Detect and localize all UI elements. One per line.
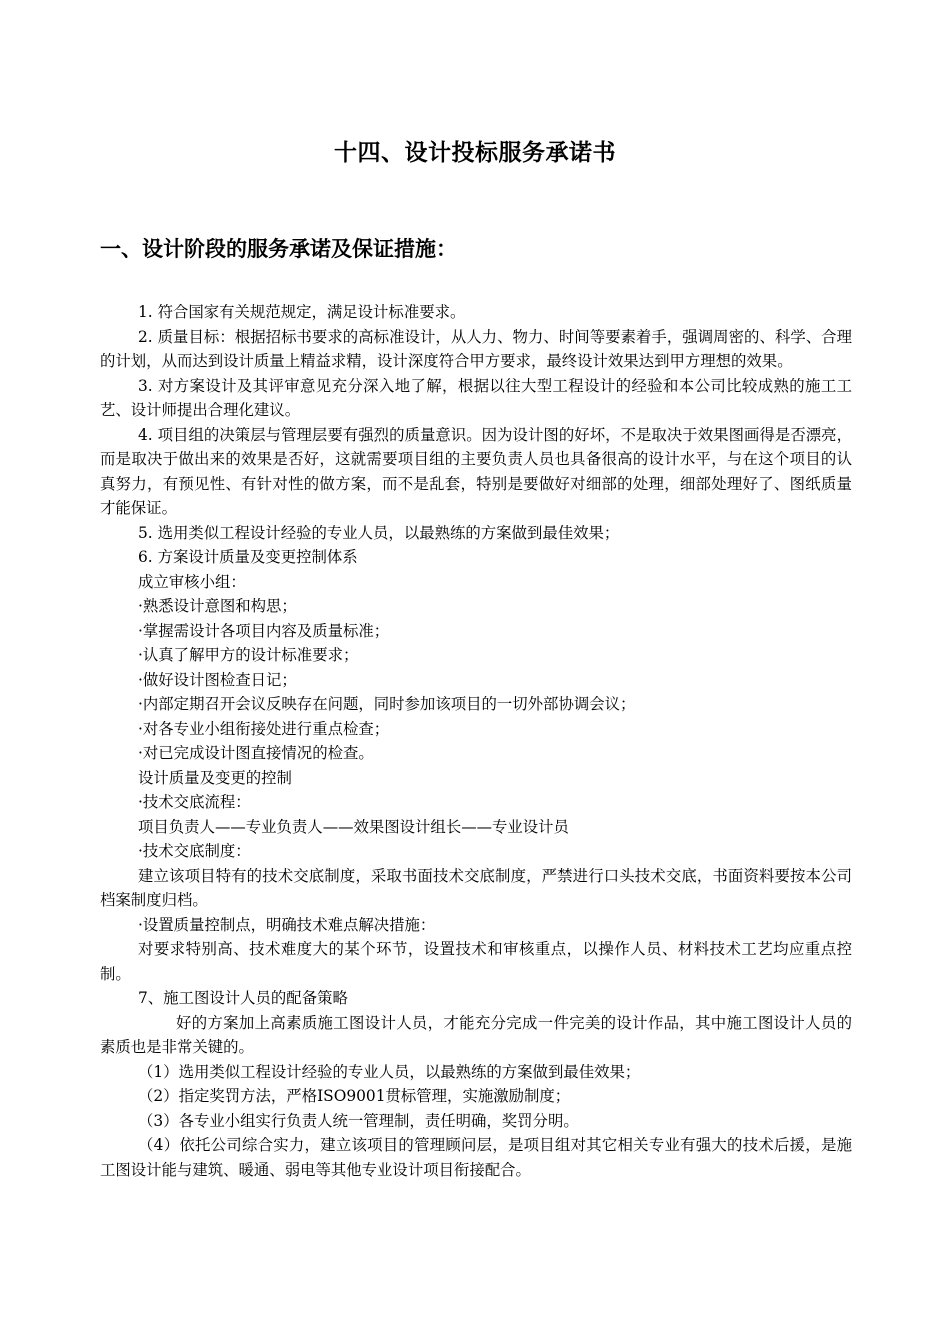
bullet-item: ·对各专业小组衔接处进行重点检查； [138, 719, 390, 738]
document-title: 十四、设计投标服务承诺书 [334, 139, 616, 166]
paragraph-3: 3. 对方案设计及其评审意见充分深入地了解，根据以往大型工程设计的经验和本公司比较成熟的施工工艺、设计师提出合理化建议。 [100, 376, 852, 419]
paragraph-control-points: 对要求特别高、技术难度大的某个环节，设置技术和审核重点，以操作人员、材料技术工艺均应重点控制。 [100, 940, 852, 983]
numbered-item-3: （3）各专业小组实行负责人统一管理制，责任明确，奖罚分明。 [138, 1111, 579, 1130]
bullet-item: ·内部定期召开会议反映存在问题，同时参加该项目的一切外部协调会议； [138, 695, 636, 713]
numbered-item-1: （1）选用类似工程设计经验的专业人员，以最熟练的方案做到最佳效果； [138, 1062, 641, 1081]
bullet-item: ·设置质量控制点，明确技术难点解决措施： [138, 915, 436, 934]
section-heading: 一、设计阶段的服务承诺及保证措施： [100, 236, 457, 261]
bullet-item: ·技术交底制度： [138, 842, 251, 860]
paragraph-briefing-system: 建立该项目特有的技术交底制度，采取书面技术交底制度，严禁进行口头技术交底，书面资料要按本公司档案制度归档。 [100, 866, 852, 909]
paragraph-staffing: 好的方案加上高素质施工图设计人员，才能充分完成一件完美的设计作品，其中施工图设计人员的素质也是非常关键的。 [100, 1013, 852, 1056]
bullet-item: ·熟悉设计意图和构思； [138, 597, 297, 615]
paragraph-1: 1. 符合国家有关规范规定，满足设计标准要求。 [138, 303, 466, 321]
bullet-item: ·掌握需设计各项目内容及质量标准； [138, 621, 390, 640]
paragraph-5: 5. 选用类似工程设计经验的专业人员，以最熟练的方案做到最佳效果； [138, 523, 620, 542]
paragraph-4: 4. 项目组的决策层与管理层要有强烈的质量意识。因为设计图的好坏，不是取决于效果图画得是否漂亮，而是取决于做出来的效果是否好，这就需要项目组的主要负责人员也具备很高的设计水平，与在这个项目的认真努力，有预见性、有针对性的做方案，而不是乱套，特别是要做好对细部的处理，细部处理好了、图纸质量才能保证。 [100, 425, 852, 517]
paragraph-6: 6. 方案设计质量及变更控制体系 [138, 548, 358, 566]
bullet-item: ·做好设计图检查日记； [138, 670, 297, 689]
paragraph-2: 2. 质量目标：根据招标书要求的高标准设计，从人力、物力、时间等要素着手，强调周密的、科学、合理的计划，从而达到设计质量上精益求精，设计深度符合甲方要求，最终设计效果达到甲方理想的效果。 [100, 327, 852, 370]
paragraph-7: 7、施工图设计人员的配备策略 [138, 989, 348, 1007]
numbered-item-2: （2）指定奖罚方法，严格ISO9001贯标管理，实施激励制度； [138, 1087, 571, 1105]
subheading-review-group: 成立审核小组： [138, 572, 246, 591]
numbered-item-4: （4）依托公司综合实力，建立该项目的管理顾问层，是项目组对其它相关专业有强大的技术后援，是施工图设计能与建筑、暖通、弱电等其他专业设计项目衔接配合。 [100, 1136, 852, 1179]
process-flow-text: 项目负责人——专业负责人——效果图设计组长——专业设计员 [138, 817, 569, 836]
bullet-item: ·认真了解甲方的设计标准要求； [138, 646, 359, 664]
document-body [100, 300, 852, 1182]
subheading-quality-control: 设计质量及变更的控制 [138, 768, 292, 787]
bullet-item: ·对已完成设计图直接情况的检查。 [138, 744, 374, 762]
bullet-item: ·技术交底流程： [138, 793, 251, 811]
